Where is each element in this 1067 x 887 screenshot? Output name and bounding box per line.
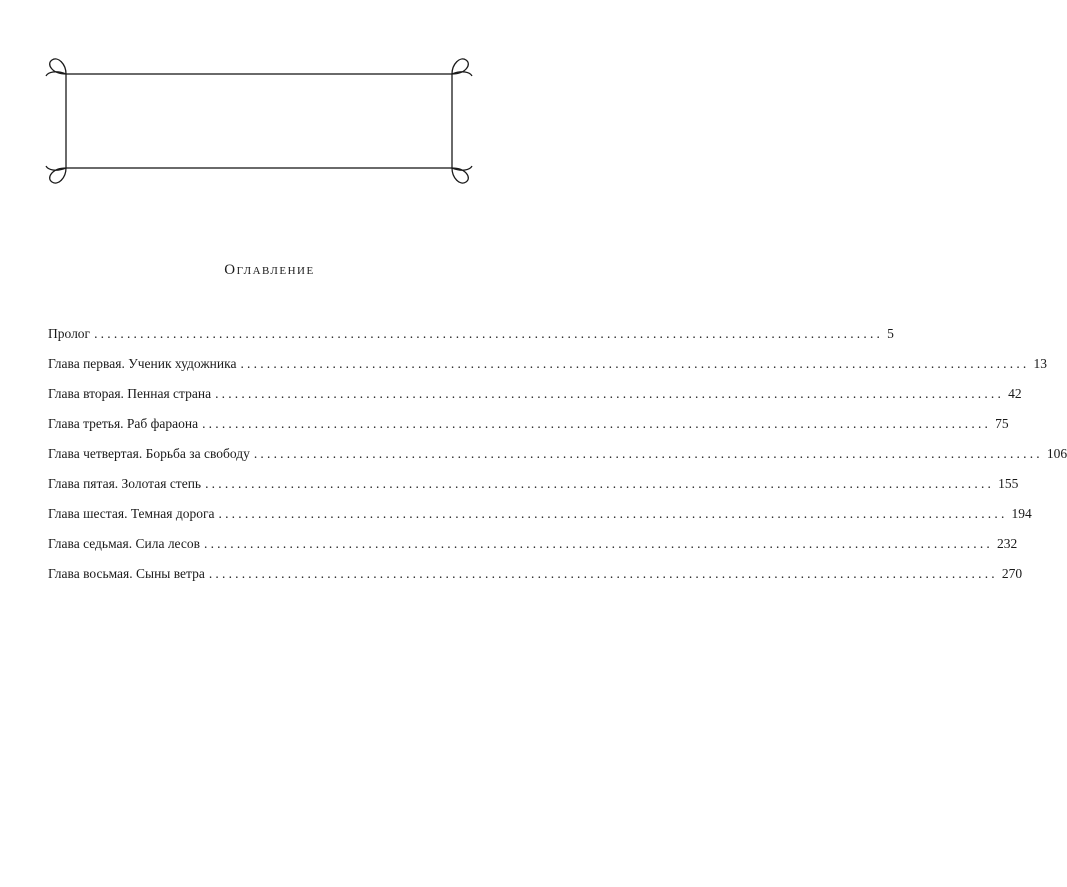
toc-leader-dots: ........................................................................................................................ (204, 536, 993, 551)
toc-leader-dots: ........................................................................................................................ (215, 386, 1005, 401)
decorative-frame (44, 56, 472, 184)
toc-entry-page: 75 (995, 416, 1009, 431)
toc-entry[interactable] (48, 532, 1018, 562)
toc-leader-dots: ........................................................................................................................ (202, 416, 992, 431)
toc-entry[interactable] (48, 322, 894, 352)
toc-entry-label: Глава восьмая. Сыны ветра (48, 566, 205, 581)
toc-entry[interactable] (48, 412, 1009, 442)
toc-leader-dots: ........................................................................................................................ (208, 566, 998, 581)
toc-entry[interactable] (48, 442, 1067, 472)
toc-entry-label: Пролог (48, 326, 91, 341)
toc-entry-label: Глава пятая. Золотая степь (48, 476, 202, 491)
toc-entry-label: Глава шестая. Темная дорога (48, 506, 215, 521)
toc-entry-page: 194 (1011, 506, 1032, 521)
toc-leader-dots: ........................................................................................................................ (240, 356, 1030, 371)
toc-entry[interactable] (48, 472, 1019, 502)
toc-entry-label: Глава седьмая. Сила лесов (48, 536, 200, 551)
toc-entry-page: 5 (887, 326, 894, 341)
toc-entry-page: 232 (997, 536, 1018, 551)
toc-leader-dots: ........................................................................................................................ (253, 446, 1043, 461)
toc-entry[interactable] (48, 382, 1022, 412)
toc-entry[interactable] (48, 562, 1023, 592)
toc-entry[interactable] (48, 352, 1047, 382)
toc-leader-dots: ........................................................................................................................ (218, 506, 1008, 521)
table-of-contents (48, 322, 1067, 592)
toc-entry-page: 42 (1008, 386, 1022, 401)
toc-entry-label: Глава вторая. Пенная страна (48, 386, 212, 401)
toc-leader-dots: ........................................................................................................................ (94, 326, 884, 341)
toc-entry-label: Глава третья. Раб фараона (48, 416, 199, 431)
toc-entry-label: Глава четвертая. Борьба за свободу (48, 446, 250, 461)
toc-entry-page: 13 (1033, 356, 1047, 371)
toc-title: Оглавление (224, 262, 315, 278)
toc-entry-page: 106 (1046, 446, 1067, 461)
toc-leader-dots: ........................................................................................................................ (205, 476, 995, 491)
toc-entry-page: 155 (998, 476, 1019, 491)
toc-entry-label: Глава первая. Ученик художника (48, 356, 237, 371)
toc-entry[interactable] (48, 502, 1032, 532)
toc-entry-page: 270 (1001, 566, 1023, 581)
